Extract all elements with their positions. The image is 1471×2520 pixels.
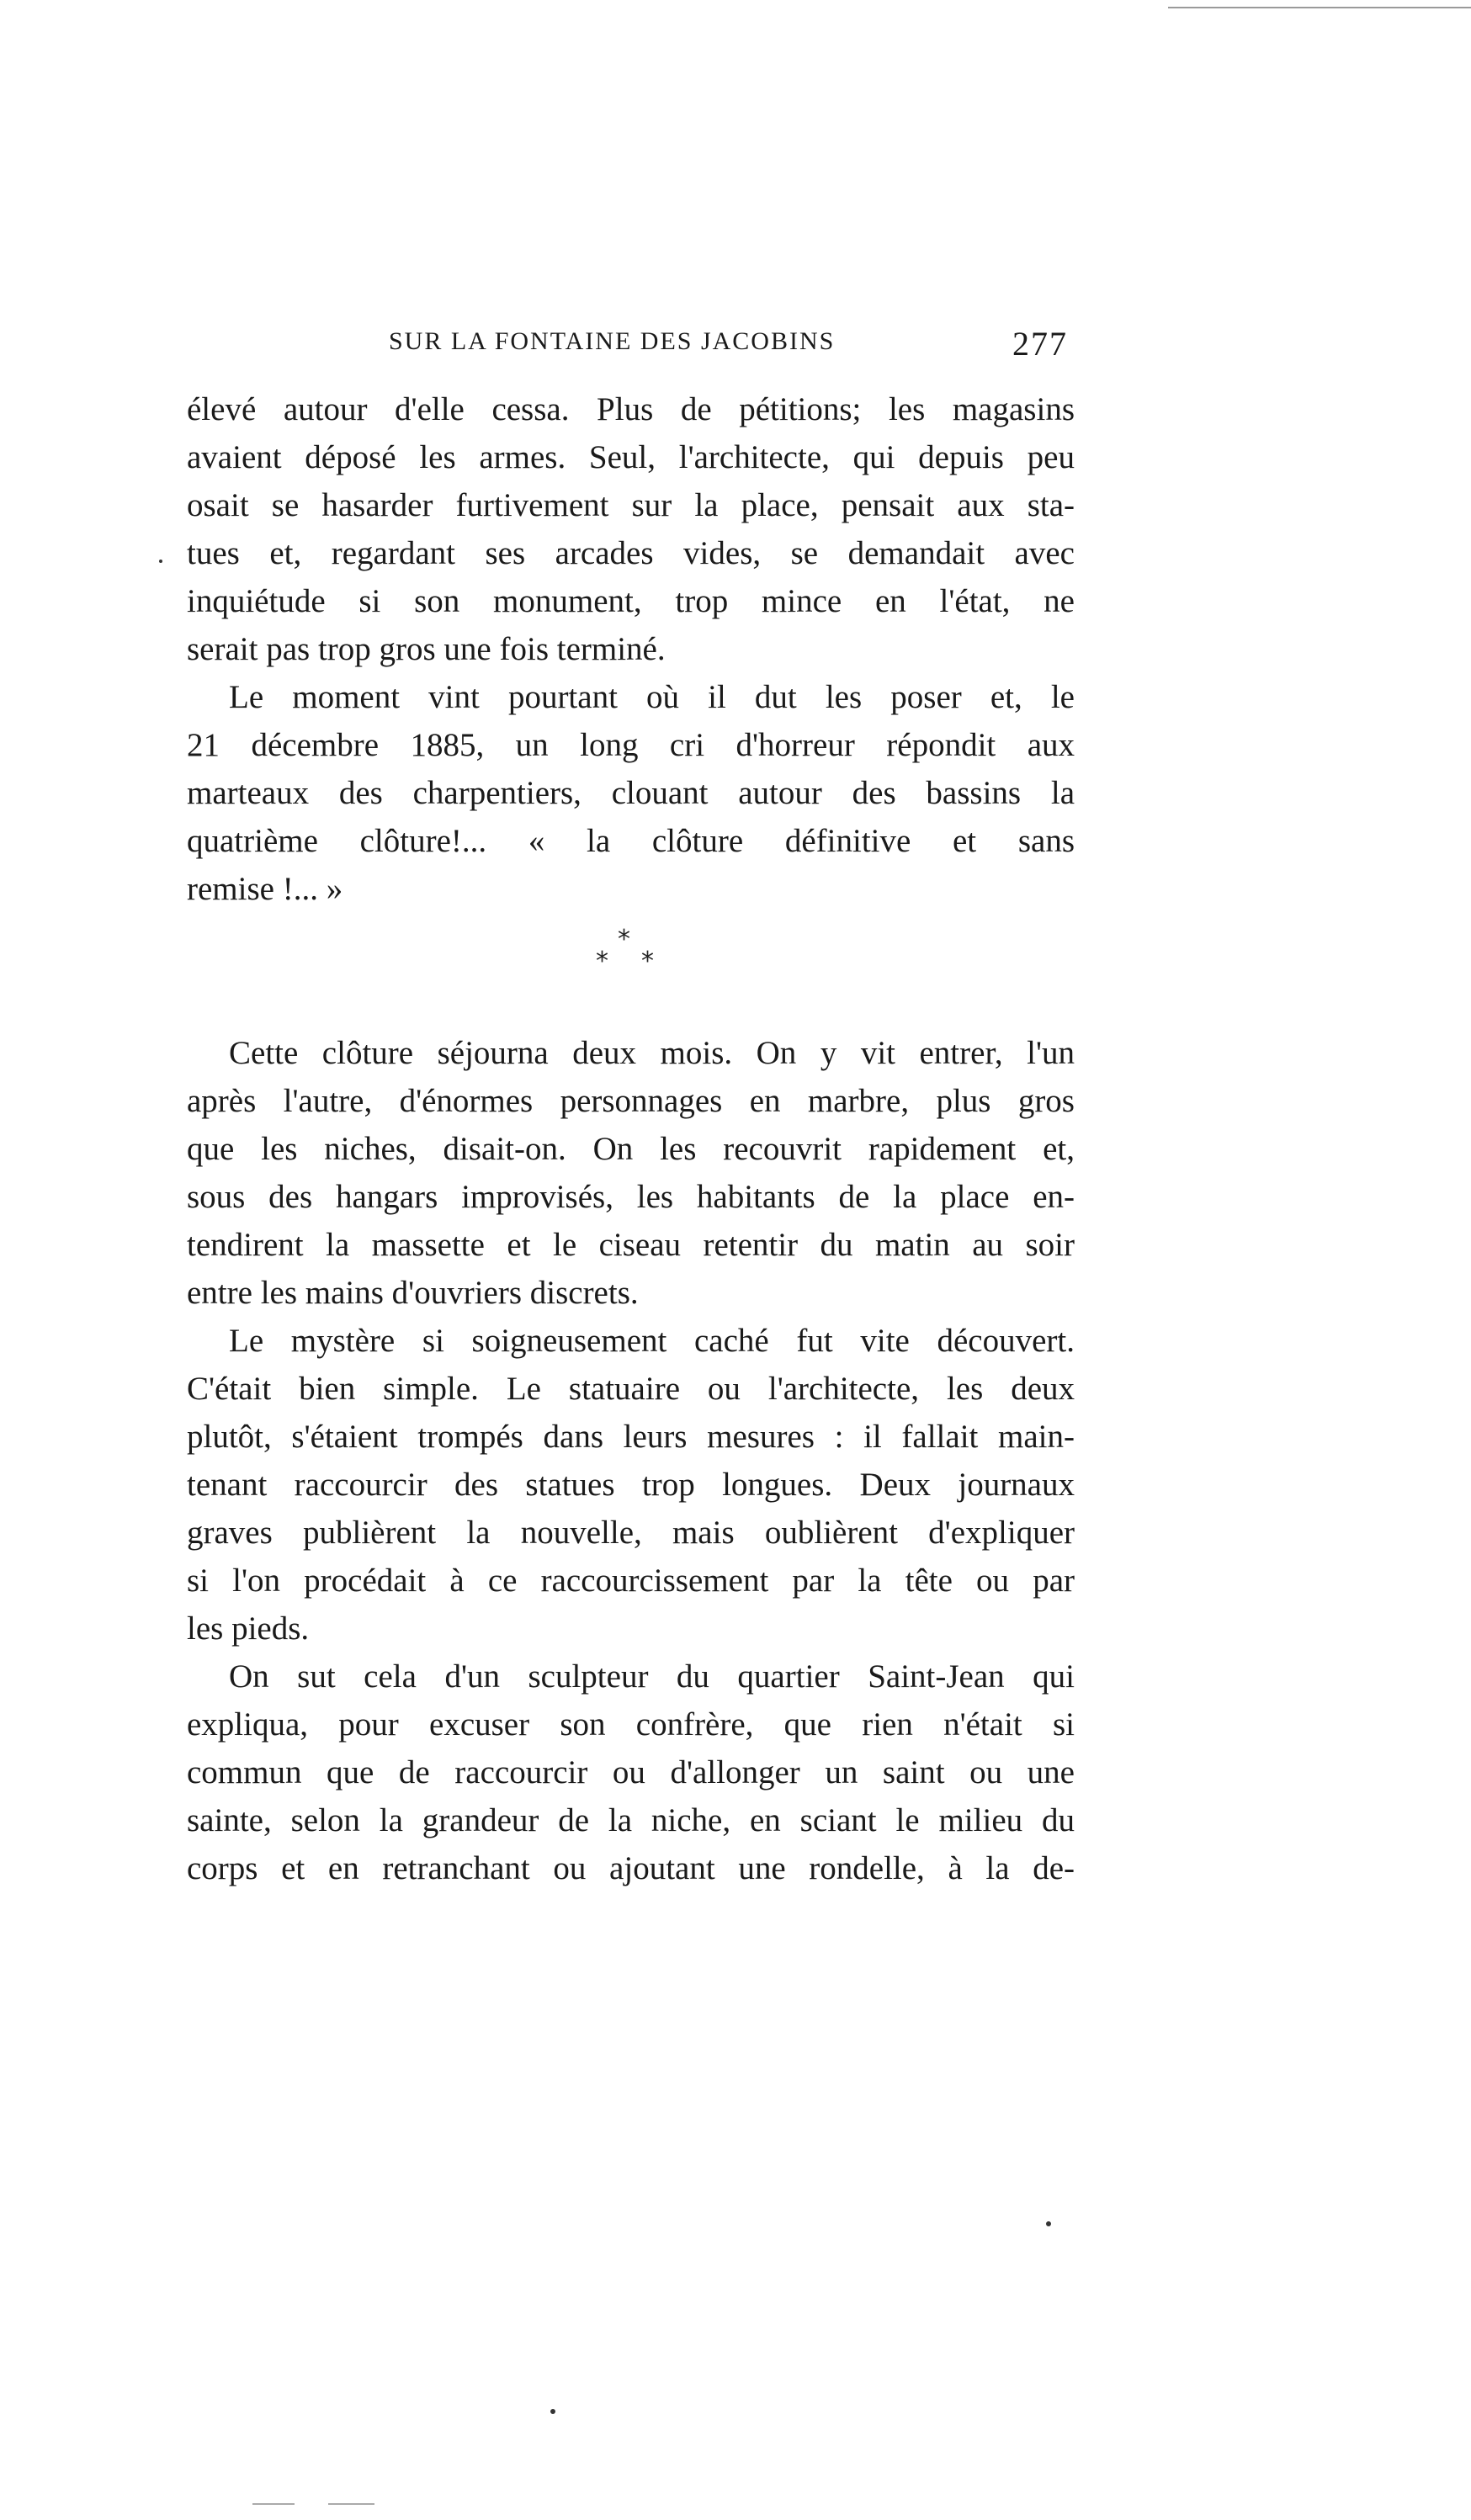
section-separator [187,913,1075,1029]
ink-speck [1046,2221,1051,2226]
text-line: 21 décembre 1885, un long cri d'horreur répondit aux [187,727,1075,763]
text-line: Le mystère si soigneusement caché fut vite découvert. [229,1323,1075,1359]
page-number: 277 [1012,325,1068,363]
asterism-star: * [596,947,608,976]
text-line: si l'on procédait à ce raccourcissement par la tête ou par [187,1562,1075,1599]
paragraph-5 [187,1653,1075,1892]
text-line: marteaux des charpentiers, clouant autour des bassins la [187,775,1075,811]
text-line: remise !... » [187,871,343,907]
text-line: On sut cela d'un sculpteur du quartier Saint-Jean qui [229,1658,1075,1695]
paragraph-1 [187,385,1075,673]
bottom-edge-mark [328,2503,374,2505]
text-line: expliqua, pour excuser son confrère, que rien n'était si [187,1706,1075,1743]
text-line: quatrième clôture!... « la clôture définitive et sans [187,823,1075,859]
paragraph-4 [187,1317,1075,1653]
text-line: osait se hasarder furtivement sur la place, pensait aux sta- [187,487,1075,523]
text-line: graves publièrent la nouvelle, mais oublièrent d'expliquer [187,1515,1075,1551]
text-line: élevé autour d'elle cessa. Plus de pétitions; les magasins [187,391,1075,427]
text-line: corps et en retranchant ou ajoutant une rondelle, à la de- [187,1850,1075,1886]
text-line: tenant raccourcir des statues trop longues. Deux journaux [187,1467,1075,1503]
running-title: SUR LA FONTAINE DES JACOBINS [389,327,836,355]
bottom-edge-mark [252,2503,295,2505]
ink-speck [159,560,162,563]
asterism-star: * [618,925,630,954]
text-line: tues et, regardant ses arcades vides, se demandait avec [187,535,1075,571]
text-line: Cette clôture séjourna deux mois. On y vit entrer, l'un [229,1035,1075,1071]
running-head [187,324,1075,374]
text-line: entre les mains d'ouvriers discrets. [187,1275,639,1311]
text-line: sainte, selon la grandeur de la niche, en sciant le milieu du [187,1802,1075,1838]
text-line: tendirent la massette et le ciseau retentir du matin au soir [187,1227,1075,1263]
text-line: les pieds. [187,1610,310,1647]
paragraph-2 [187,673,1075,913]
text-line: inquiétude si son monument, trop mince en l'état, ne [187,583,1075,619]
text-line: avaient déposé les armes. Seul, l'architecte, qui depuis peu [187,439,1075,475]
text-line: sous des hangars improvisés, les habitants de la place en- [187,1179,1075,1215]
text-line: C'était bien simple. Le statuaire ou l'architecte, les deux [187,1371,1075,1407]
text-line: Le moment vint pourtant où il dut les poser et, le [229,679,1075,715]
body-text [187,385,1075,1892]
top-edge-rule [1168,7,1471,8]
text-line: après l'autre, d'énormes personnages en marbre, plus gros [187,1083,1075,1119]
text-line: que les niches, disait-on. On les recouvrit rapidement et, [187,1131,1075,1167]
ink-speck [550,2409,555,2414]
asterism-star: * [641,947,654,976]
paragraph-3 [187,1029,1075,1317]
text-line: serait pas trop gros une fois terminé. [187,631,666,667]
text-line: plutôt, s'étaient trompés dans leurs mesures : il fallait main- [187,1419,1075,1455]
text-line: commun que de raccourcir ou d'allonger un saint ou une [187,1754,1075,1791]
